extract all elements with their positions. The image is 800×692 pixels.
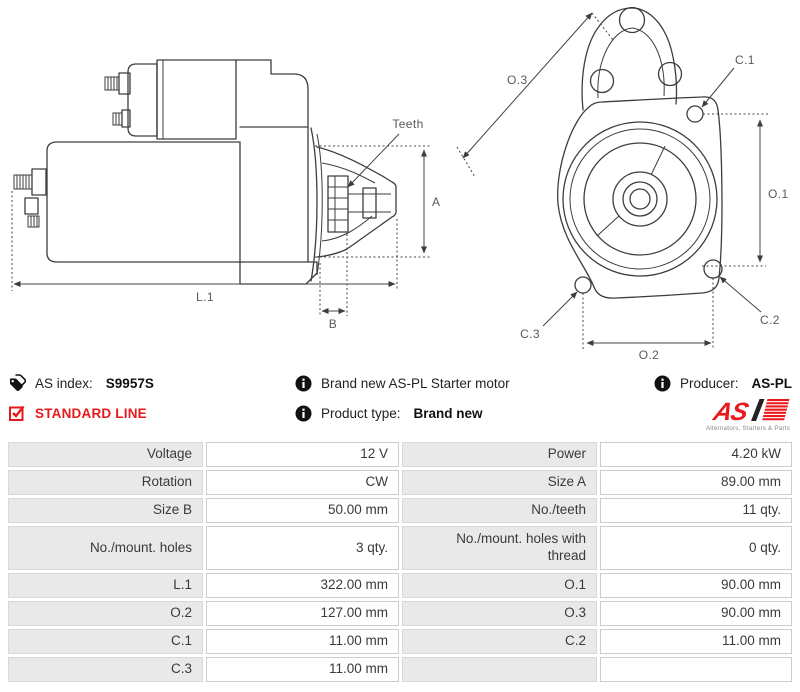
spec-value: [600, 657, 792, 682]
pinion-gear: [328, 176, 391, 232]
spec-label: Size A: [402, 470, 597, 495]
as-index: [8, 374, 295, 392]
label-o1: O.1: [768, 187, 789, 201]
tag-icon: [8, 374, 26, 392]
spec-value: 3 qty.: [206, 526, 399, 570]
spec-value: 12 V: [206, 442, 399, 467]
spec-value: 89.00 mm: [600, 470, 792, 495]
spec-value: 322.00 mm: [206, 573, 399, 598]
producer-value: AS-PL: [751, 375, 792, 391]
label-b: B: [328, 317, 338, 331]
checkbox-checked-icon: [8, 404, 26, 422]
spec-label: Rotation: [8, 470, 203, 495]
spec-value: 0 qty.: [600, 526, 792, 570]
solenoid-bracket-front: [582, 8, 681, 111]
spec-label: C.3: [8, 657, 203, 682]
starter-front-view-drawing: [450, 0, 800, 365]
product-type-label: Product type:: [321, 405, 401, 421]
info-icon: [295, 375, 312, 392]
spec-label: No./mount. holes: [8, 526, 203, 570]
label-o3: O.3: [507, 73, 528, 87]
spec-label: O.3: [402, 601, 597, 626]
producer: [654, 375, 792, 392]
info-icon: [295, 405, 312, 422]
spec-label: Size B: [8, 498, 203, 523]
label-a: A: [432, 195, 441, 209]
label-o2: O.2: [638, 348, 660, 362]
as-pl-logo: [696, 397, 794, 433]
label-l1: L.1: [196, 290, 214, 304]
spec-value: 127.00 mm: [206, 601, 399, 626]
spec-value: 11.00 mm: [206, 629, 399, 654]
spec-label: [402, 657, 597, 682]
as-index-label: AS index:: [35, 375, 93, 391]
standard-line-label: STANDARD LINE: [35, 405, 147, 421]
product-line: [8, 404, 295, 422]
info-row-2: [8, 404, 792, 422]
spec-label: No./teeth: [402, 498, 597, 523]
spec-value: 90.00 mm: [600, 601, 792, 626]
spec-value: 11.00 mm: [600, 629, 792, 654]
spec-value: 4.20 kW: [600, 442, 792, 467]
label-c3: C.3: [520, 327, 540, 341]
logo-as-text: AS: [710, 398, 751, 426]
spec-label: No./mount. holes with thread: [402, 526, 597, 570]
as-index-value: S9957S: [105, 375, 154, 391]
spec-value: 50.00 mm: [206, 498, 399, 523]
mounting-flange: [558, 97, 722, 298]
spec-label: L.1: [8, 573, 203, 598]
spec-value: CW: [206, 470, 399, 495]
description-text: Brand new AS-PL Starter motor: [321, 375, 510, 391]
dimension-lines-side: [12, 134, 430, 316]
spec-label: Voltage: [8, 442, 203, 467]
spec-value: 90.00 mm: [600, 573, 792, 598]
spec-label: C.2: [402, 629, 597, 654]
spec-value: 11.00 mm: [206, 657, 399, 682]
product-type-value: Brand new: [413, 405, 483, 421]
label-c2: C.2: [760, 313, 780, 327]
producer-label: Producer:: [679, 375, 739, 391]
spec-label: O.2: [8, 601, 203, 626]
spec-label: Power: [402, 442, 597, 467]
spec-value: 11 qty.: [600, 498, 792, 523]
spec-label: O.1: [402, 573, 597, 598]
motor-body-outline: [14, 60, 396, 284]
product-description: [295, 375, 654, 392]
starter-side-view-drawing: [0, 0, 450, 365]
info-row-1: [8, 374, 792, 392]
spec-label: C.1: [8, 629, 203, 654]
label-teeth: Teeth: [392, 117, 424, 131]
info-icon: [654, 375, 671, 392]
label-c1: C.1: [735, 53, 755, 67]
logo-tagline: Alternators, Starters & Parts: [705, 425, 791, 432]
spec-table: [8, 442, 792, 682]
